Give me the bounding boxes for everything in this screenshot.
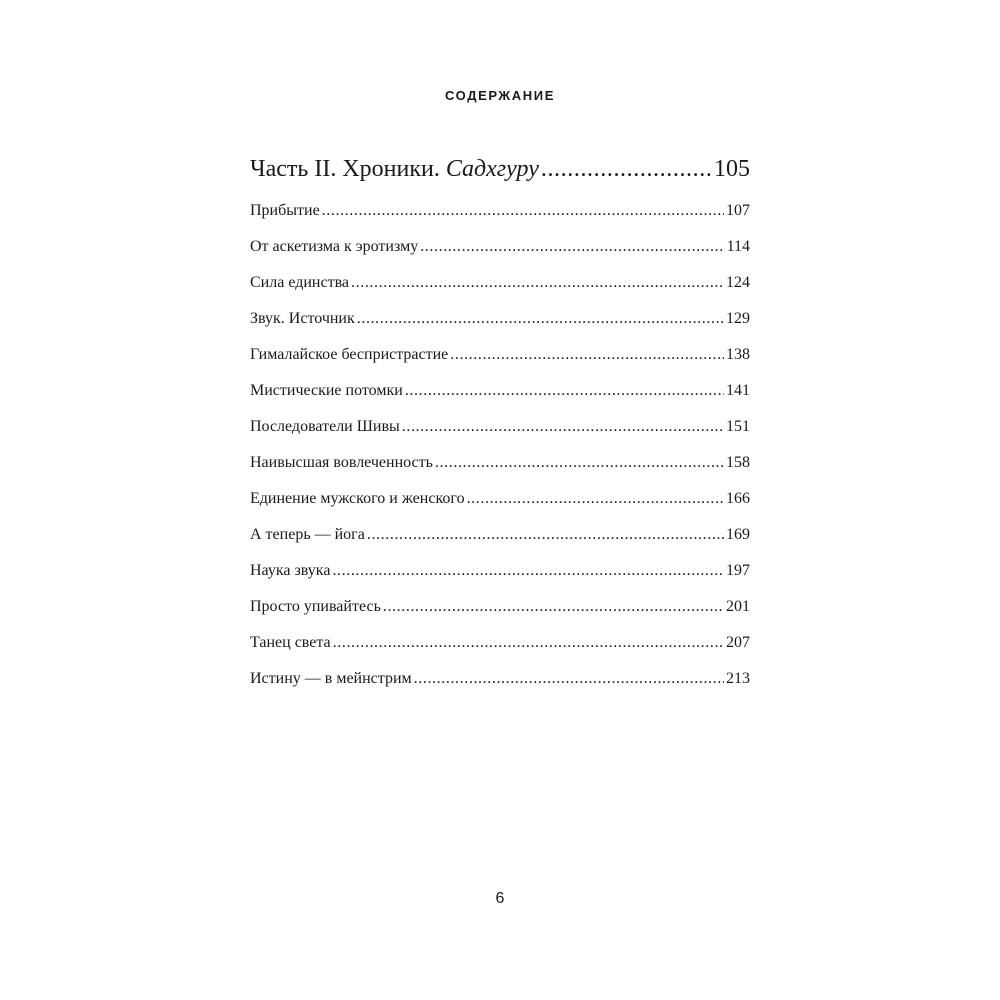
toc-entry-title: Просто упивайтесь (250, 598, 381, 615)
toc-entry-title: Последователи Шивы (250, 418, 400, 435)
toc-entry-title: Танец света (250, 634, 331, 651)
toc-entry (250, 634, 750, 670)
dot-leader (541, 156, 712, 183)
part-label: Часть II. Хроники. (250, 156, 440, 182)
toc-entry (250, 526, 750, 562)
toc-entry-page: 158 (726, 454, 750, 471)
dot-leader (435, 454, 724, 472)
toc-entry-title: А теперь — йога (250, 526, 365, 543)
toc-entry-page: 129 (726, 310, 750, 327)
toc-entry-title: Гималайское беспристрастие (250, 346, 449, 363)
toc-entry-page: 138 (726, 346, 750, 363)
toc-entry-page: 107 (726, 202, 750, 219)
toc-entry-page: 151 (726, 418, 750, 435)
toc-part-heading (250, 156, 750, 192)
toc-entry-title: От аскетизма к эротизму (250, 238, 419, 255)
toc-entry-title: Прибытие (250, 202, 320, 219)
toc-entry-page: 197 (726, 562, 750, 579)
part-author: Садхгуру (445, 156, 539, 182)
toc-entry-page: 124 (726, 274, 750, 291)
toc-entry (250, 274, 750, 310)
toc-entry-page: 201 (726, 598, 750, 615)
dot-leader (322, 202, 724, 220)
toc-entry (250, 562, 750, 598)
dot-leader (332, 562, 724, 580)
dot-leader (367, 526, 724, 544)
dot-leader (351, 274, 724, 292)
toc-entry (250, 598, 750, 634)
toc-entry-title: Сила единства (250, 274, 350, 291)
dot-leader (402, 418, 724, 436)
toc-entry-title: Наивысшая вовлеченность (250, 454, 433, 471)
running-head-title: СОДЕРЖАНИЕ (445, 88, 555, 103)
dot-leader (450, 346, 724, 364)
toc-entry (250, 418, 750, 454)
table-of-contents (250, 156, 750, 706)
toc-entry (250, 454, 750, 490)
dot-leader (357, 310, 724, 328)
toc-entry (250, 310, 750, 346)
toc-entry-page: 169 (726, 526, 750, 543)
toc-entry (250, 238, 750, 274)
toc-entry (250, 670, 750, 706)
toc-entry-page: 114 (726, 238, 750, 255)
toc-entry-page: 141 (726, 382, 750, 399)
toc-entry-page: 207 (726, 634, 750, 651)
toc-entry-title: Звук. Источник (250, 310, 355, 327)
dot-leader (405, 382, 724, 400)
dot-leader (467, 490, 724, 508)
toc-entry-title: Единение мужского и женского (250, 490, 465, 507)
page-number: 6 (495, 890, 505, 907)
toc-entry-title: Наука звука (250, 562, 331, 579)
toc-entry-page: 166 (726, 490, 750, 507)
toc-entry (250, 490, 750, 526)
toc-entry-title: Мистические потомки (250, 382, 403, 399)
toc-entry-title: Истину — в мейнстрим (250, 670, 412, 687)
toc-entry (250, 346, 750, 382)
toc-entry (250, 202, 750, 238)
dot-leader (414, 670, 724, 688)
toc-entry-page: 213 (726, 670, 750, 687)
dot-leader (333, 634, 724, 652)
part-page-number: 105 (714, 156, 750, 182)
dot-leader (420, 238, 724, 256)
toc-entry (250, 382, 750, 418)
dot-leader (383, 598, 724, 616)
